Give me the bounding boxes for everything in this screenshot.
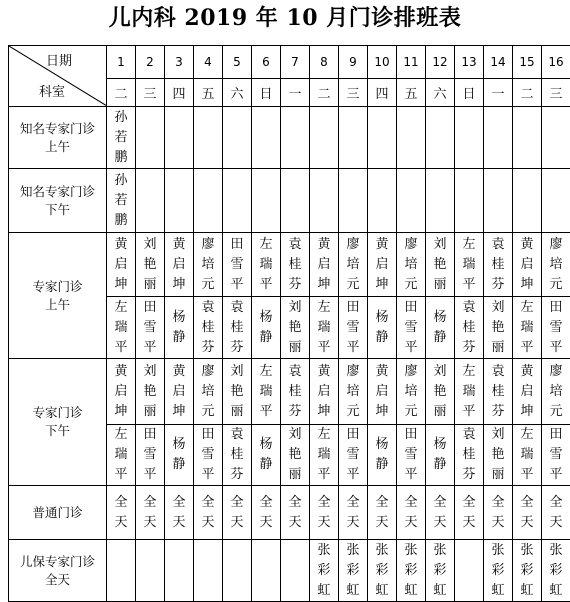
schedule-cell: 左 瑞 平 <box>107 425 136 486</box>
schedule-cell <box>513 107 542 169</box>
schedule-cell: 孙 若 鹏 <box>107 107 136 169</box>
schedule-table <box>8 45 570 602</box>
schedule-cell <box>281 169 310 233</box>
day-number-cell: 4 <box>194 46 223 79</box>
schedule-cell <box>223 540 252 602</box>
schedule-cell: 田 雪 平 <box>339 297 368 359</box>
day-number-cell: 9 <box>339 46 368 79</box>
schedule-cell: 张 彩 虹 <box>542 540 570 602</box>
schedule-cell: 张 彩 虹 <box>397 540 426 602</box>
day-number-cell: 11 <box>397 46 426 79</box>
schedule-cell: 刘 艳 丽 <box>223 359 252 425</box>
schedule-cell: 黄 启 坤 <box>107 359 136 425</box>
schedule-row <box>9 359 570 425</box>
schedule-cell <box>426 107 455 169</box>
schedule-cell: 田 雪 平 <box>542 297 570 359</box>
schedule-cell <box>165 169 194 233</box>
day-number-cell: 13 <box>455 46 484 79</box>
schedule-row <box>9 233 570 297</box>
schedule-cell: 全 天 <box>513 486 542 540</box>
weekday-cell: 四 <box>368 79 397 107</box>
weekday-cell: 日 <box>455 79 484 107</box>
schedule-cell: 黄 启 坤 <box>107 233 136 297</box>
schedule-cell: 全 天 <box>426 486 455 540</box>
weekday-cell: 一 <box>484 79 513 107</box>
schedule-cell: 黄 启 坤 <box>513 233 542 297</box>
schedule-cell: 全 天 <box>223 486 252 540</box>
schedule-cell: 袁 桂 芬 <box>281 233 310 297</box>
schedule-cell: 左 瑞 平 <box>252 233 281 297</box>
schedule-cell: 刘 艳 丽 <box>426 233 455 297</box>
day-number-cell: 16 <box>542 46 570 79</box>
schedule-cell <box>426 169 455 233</box>
schedule-cell: 廖 培 元 <box>542 359 570 425</box>
schedule-cell <box>281 540 310 602</box>
schedule-cell: 田 雪 平 <box>542 425 570 486</box>
schedule-cell: 廖 培 元 <box>397 233 426 297</box>
schedule-cell: 全 天 <box>136 486 165 540</box>
schedule-cell: 左 瑞 平 <box>455 359 484 425</box>
schedule-cell <box>252 540 281 602</box>
schedule-cell: 田 雪 平 <box>136 297 165 359</box>
weekday-cell: 三 <box>136 79 165 107</box>
day-number-cell: 2 <box>136 46 165 79</box>
schedule-cell: 全 天 <box>339 486 368 540</box>
schedule-cell <box>136 107 165 169</box>
schedule-cell: 田 雪 平 <box>194 425 223 486</box>
schedule-cell: 黄 启 坤 <box>368 359 397 425</box>
schedule-cell: 全 天 <box>368 486 397 540</box>
schedule-cell <box>339 169 368 233</box>
schedule-cell: 杨 静 <box>368 297 397 359</box>
schedule-cell <box>165 540 194 602</box>
day-number-cell: 5 <box>223 46 252 79</box>
section-expert-afternoon: 专家门诊 下午 <box>9 359 107 486</box>
schedule-cell: 左 瑞 平 <box>252 359 281 425</box>
schedule-cell: 杨 静 <box>252 297 281 359</box>
schedule-cell: 黄 启 坤 <box>513 359 542 425</box>
schedule-cell: 孙 若 鹏 <box>107 169 136 233</box>
schedule-cell: 袁 桂 芬 <box>223 297 252 359</box>
schedule-cell: 杨 静 <box>426 297 455 359</box>
schedule-cell: 杨 静 <box>165 297 194 359</box>
schedule-cell <box>455 169 484 233</box>
weekday-cell: 二 <box>513 79 542 107</box>
weekday-cell: 一 <box>281 79 310 107</box>
schedule-cell: 廖 培 元 <box>542 233 570 297</box>
schedule-cell: 全 天 <box>194 486 223 540</box>
schedule-cell: 全 天 <box>310 486 339 540</box>
schedule-cell: 田 雪 平 <box>223 233 252 297</box>
schedule-cell: 田 雪 平 <box>136 425 165 486</box>
schedule-cell <box>107 540 136 602</box>
weekday-cell: 二 <box>107 79 136 107</box>
schedule-cell: 刘 艳 丽 <box>281 297 310 359</box>
day-number-cell: 12 <box>426 46 455 79</box>
weekday-cell: 四 <box>165 79 194 107</box>
section-famous-expert-afternoon: 知名专家门诊 下午 <box>9 169 107 233</box>
schedule-cell <box>368 169 397 233</box>
schedule-cell: 黄 启 坤 <box>310 359 339 425</box>
schedule-cell: 黄 启 坤 <box>165 233 194 297</box>
schedule-cell <box>542 107 570 169</box>
schedule-cell: 刘 艳 丽 <box>136 359 165 425</box>
schedule-cell: 全 天 <box>252 486 281 540</box>
schedule-cell: 刘 艳 丽 <box>426 359 455 425</box>
weekday-cell: 六 <box>223 79 252 107</box>
weekday-cell: 六 <box>426 79 455 107</box>
day-number-cell: 14 <box>484 46 513 79</box>
schedule-cell: 袁 桂 芬 <box>281 359 310 425</box>
schedule-cell <box>252 107 281 169</box>
schedule-cell: 杨 静 <box>252 425 281 486</box>
day-number-cell: 8 <box>310 46 339 79</box>
schedule-row <box>9 107 570 169</box>
schedule-cell <box>223 107 252 169</box>
schedule-cell: 廖 培 元 <box>339 233 368 297</box>
schedule-cell <box>513 169 542 233</box>
schedule-cell: 黄 启 坤 <box>165 359 194 425</box>
schedule-cell: 袁 桂 芬 <box>455 425 484 486</box>
day-number-cell: 1 <box>107 46 136 79</box>
weekday-cell: 日 <box>252 79 281 107</box>
schedule-cell <box>165 107 194 169</box>
schedule-cell <box>194 169 223 233</box>
schedule-cell: 张 彩 虹 <box>368 540 397 602</box>
schedule-cell: 廖 培 元 <box>194 359 223 425</box>
schedule-cell <box>397 169 426 233</box>
schedule-cell <box>194 107 223 169</box>
schedule-cell: 全 天 <box>397 486 426 540</box>
schedule-cell: 张 彩 虹 <box>339 540 368 602</box>
schedule-cell: 全 天 <box>107 486 136 540</box>
schedule-cell: 袁 桂 芬 <box>455 297 484 359</box>
schedule-row <box>9 169 570 233</box>
schedule-cell <box>136 169 165 233</box>
schedule-cell: 左 瑞 平 <box>310 425 339 486</box>
schedule-cell: 全 天 <box>165 486 194 540</box>
schedule-cell: 全 天 <box>455 486 484 540</box>
header-corner-cell <box>9 46 107 107</box>
schedule-cell: 左 瑞 平 <box>513 425 542 486</box>
schedule-cell <box>252 169 281 233</box>
schedule-cell: 黄 启 坤 <box>310 233 339 297</box>
schedule-cell: 田 雪 平 <box>339 425 368 486</box>
schedule-cell: 张 彩 虹 <box>484 540 513 602</box>
schedule-cell: 袁 桂 芬 <box>194 297 223 359</box>
schedule-cell: 袁 桂 芬 <box>484 233 513 297</box>
schedule-cell <box>542 169 570 233</box>
date-header-label: 日期 <box>46 50 72 69</box>
schedule-cell <box>455 107 484 169</box>
schedule-cell <box>194 540 223 602</box>
schedule-cell: 刘 艳 丽 <box>281 425 310 486</box>
schedule-cell <box>397 107 426 169</box>
schedule-cell: 田 雪 平 <box>397 425 426 486</box>
section-expert-morning: 专家门诊 上午 <box>9 233 107 359</box>
weekday-cell: 五 <box>397 79 426 107</box>
schedule-cell <box>339 107 368 169</box>
schedule-cell: 张 彩 虹 <box>310 540 339 602</box>
department-header-label: 科室 <box>39 81 65 100</box>
schedule-cell: 全 天 <box>542 486 570 540</box>
day-number-cell: 7 <box>281 46 310 79</box>
schedule-cell: 袁 桂 芬 <box>484 359 513 425</box>
day-number-cell: 6 <box>252 46 281 79</box>
schedule-row <box>9 486 570 540</box>
schedule-cell: 左 瑞 平 <box>107 297 136 359</box>
schedule-cell: 左 瑞 平 <box>310 297 339 359</box>
schedule-cell: 杨 静 <box>165 425 194 486</box>
day-number-cell: 15 <box>513 46 542 79</box>
schedule-cell <box>368 107 397 169</box>
schedule-cell <box>136 540 165 602</box>
schedule-cell <box>484 107 513 169</box>
schedule-cell: 张 彩 虹 <box>513 540 542 602</box>
schedule-cell: 廖 培 元 <box>339 359 368 425</box>
section-general-clinic: 普通门诊 <box>9 486 107 540</box>
schedule-cell: 袁 桂 芬 <box>223 425 252 486</box>
schedule-cell <box>484 169 513 233</box>
weekday-cell: 二 <box>310 79 339 107</box>
schedule-cell: 廖 培 元 <box>397 359 426 425</box>
schedule-cell: 廖 培 元 <box>194 233 223 297</box>
schedule-cell <box>281 107 310 169</box>
weekday-cell: 五 <box>194 79 223 107</box>
schedule-cell <box>310 107 339 169</box>
schedule-cell: 左 瑞 平 <box>513 297 542 359</box>
weekday-cell: 三 <box>542 79 570 107</box>
day-number-cell: 3 <box>165 46 194 79</box>
section-child-health-expert: 儿保专家门诊 全天 <box>9 540 107 602</box>
schedule-cell <box>455 540 484 602</box>
schedule-cell: 全 天 <box>484 486 513 540</box>
schedule-cell: 刘 艳 丽 <box>484 297 513 359</box>
page-title: 儿内科 2019 年 10 月门诊排班表 <box>0 0 570 36</box>
schedule-cell <box>223 169 252 233</box>
schedule-cell: 杨 静 <box>426 425 455 486</box>
schedule-row <box>9 540 570 602</box>
schedule-cell: 田 雪 平 <box>397 297 426 359</box>
section-famous-expert-morning: 知名专家门诊 上午 <box>9 107 107 169</box>
schedule-cell: 全 天 <box>281 486 310 540</box>
schedule-cell: 左 瑞 平 <box>455 233 484 297</box>
weekday-cell: 三 <box>339 79 368 107</box>
schedule-cell: 杨 静 <box>368 425 397 486</box>
schedule-cell: 刘 艳 丽 <box>136 233 165 297</box>
schedule-cell: 黄 启 坤 <box>368 233 397 297</box>
schedule-cell: 刘 艳 丽 <box>484 425 513 486</box>
schedule-cell <box>310 169 339 233</box>
schedule-cell: 张 彩 虹 <box>426 540 455 602</box>
day-number-cell: 10 <box>368 46 397 79</box>
